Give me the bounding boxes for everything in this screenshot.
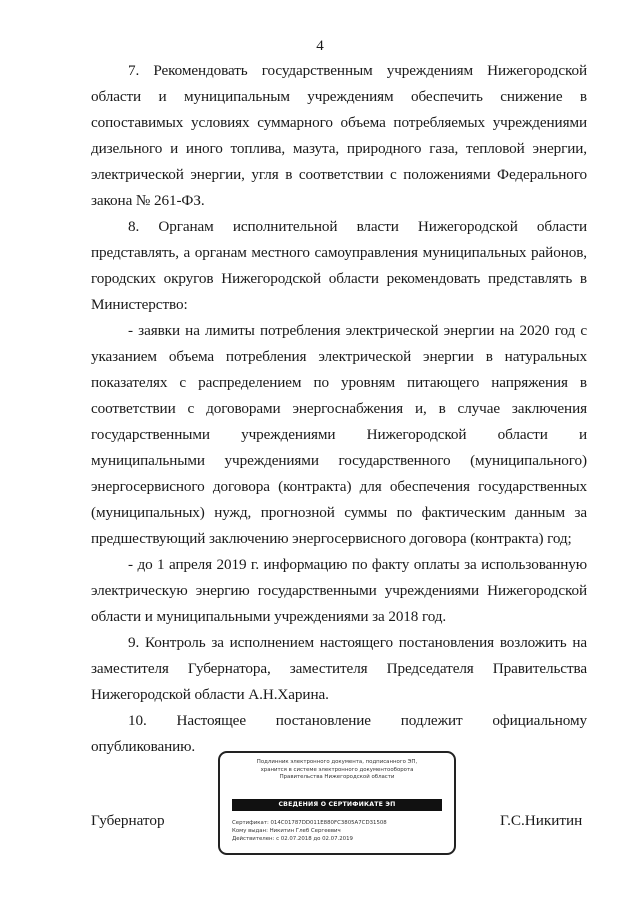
paragraph-7: 7. Рекомендовать государственным учреждениям Нижегородской области и муниципальным учреждениям обеспечить снижение в сопоставимых условиях суммарного объема потребляемых учреждениями дизельного и иного топлива, мазута, природного газа, тепловой энергии, электрической энергии, угля в соответствии с положениями Федерального закона № 261-ФЗ. [91,62,587,209]
stamp-validity: Действителен: с 02.07.2018 до 02.07.2019 [232,836,353,842]
paragraph-10: 10. Настоящее постановление подлежит официальному опубликованию. [91,712,587,755]
stamp-intro-line: Правительства Нижегородской области [279,774,395,781]
signatory-name: Г.С.Никитин [500,812,583,829]
stamp-details [232,819,446,843]
paragraph-9: 9. Контроль за исполнением настоящего постановления возложить на заместителя Губернатора, заместителя Председателя Правительства Нижегородской области А.Н.Харина. [91,634,587,703]
paragraph-8: 8. Органам исполнительной власти Нижегородской области представлять, а органам местного самоуправления муниципальных районов, городских округов Нижегородской области рекомендовать представлять в Министерство: [91,218,587,313]
stamp-intro-line: Подлинник электронного документа, подписанного ЭП, [256,759,418,765]
paragraph-8-item-limits: - заявки на лимиты потребления электрической энергии на 2020 год с указанием объема потребления электрической энергии в натуральных показателях с распределением по уровням питающего напряжения в соответствии с договорами энергоснабжения и, в случае заключения государственными учреждениями Нижегородской области и муниципальными учреждениями государственного (муниципального) энергосервисного договора (контракта) для обеспечения государственных (муниципальных) нужд, прогнозной суммы по фактическим данным за предшествующий заключению энергосервисного договора (контракта) год; [91,322,587,547]
stamp-intro-line: хранится в системе электронного документооборота [260,766,414,773]
stamp-certificate: Сертификат: 014C01787DD011E880FC3805A7CD31508 [232,820,387,826]
stamp-issued-to: Кому выдан: Никитин Глеб Сергеевич [232,828,341,834]
electronic-signature-stamp [218,751,456,855]
signatory-position: Губернатор [91,812,165,829]
stamp-intro [220,759,454,782]
page-number: 4 [316,38,324,54]
paragraph-8-item-payment: - до 1 апреля 2019 г. информацию по факту оплаты за использованную электрическую энергию государственными учреждениями Нижегородской области и муниципальными учреждениями за 2018 год. [91,556,587,625]
document-body [91,58,587,760]
stamp-header: СВЕДЕНИЯ О СЕРТИФИКАТЕ ЭП [232,799,442,811]
